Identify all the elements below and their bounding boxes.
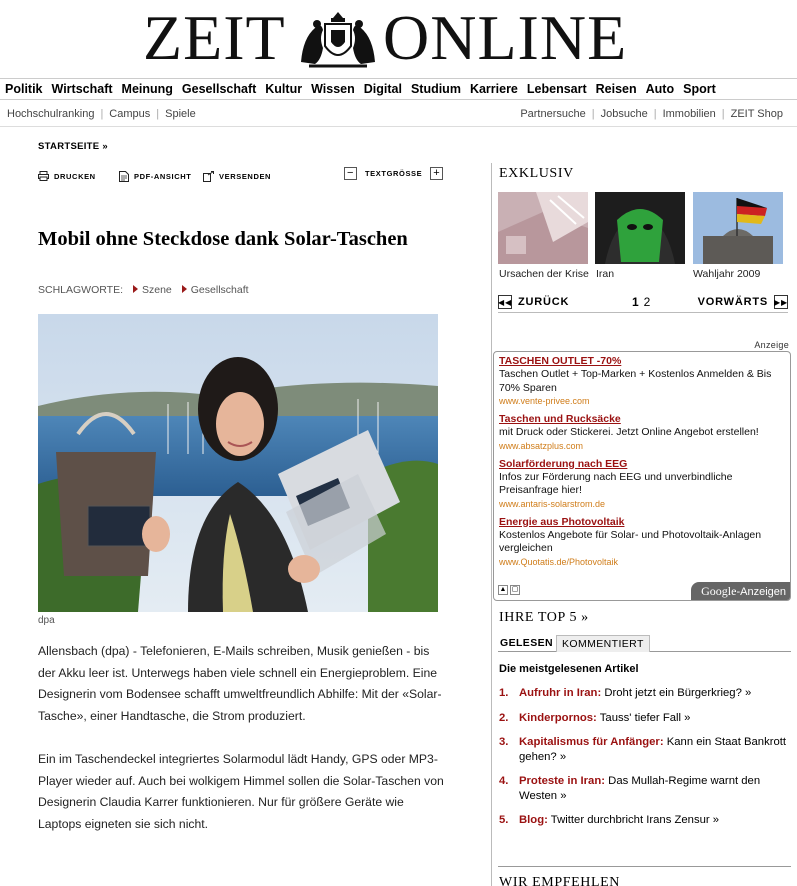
- ad-title-link[interactable]: TASCHEN OUTLET -70%: [499, 355, 622, 367]
- rank-number: 4.: [499, 775, 509, 787]
- ad-url[interactable]: www.Quotatis.de/Photovoltaik: [499, 556, 619, 567]
- ad-item: [499, 355, 785, 407]
- ad-title-link[interactable]: Taschen und Rucksäcke: [499, 413, 621, 425]
- article-paragraph: Allensbach (dpa) - Telefonieren, E-Mails schreiben, Musik genießen - bis der Akku leer ist. Unterwegs haben viele schnell ein Energieproblem. Eine Designerin vom Bodensee schafft umweltfreundlich Abhilfe: Mit der «Solar-Tasche», einer Handtasche, die Strom produziert.: [38, 644, 442, 723]
- page-1[interactable]: 1: [632, 295, 640, 309]
- separator: |: [156, 108, 160, 120]
- article-teaser[interactable]: Droht jetzt ein Bürgerkrieg? »: [601, 687, 752, 699]
- nav-item-reisen[interactable]: Reisen: [595, 82, 637, 96]
- nav-item-kultur[interactable]: Kultur: [265, 82, 303, 96]
- subnav-hochschulranking[interactable]: Hochschulranking: [7, 108, 95, 120]
- next-button[interactable]: [698, 295, 788, 309]
- ad-title-link[interactable]: Solarförderung nach EEG: [499, 457, 628, 470]
- print-button[interactable]: [38, 171, 96, 181]
- article-tools: [38, 167, 450, 185]
- photo-credit: dpa: [38, 615, 55, 626]
- send-label: VERSENDEN: [219, 172, 272, 181]
- nav-item-karriere[interactable]: Karriere: [469, 82, 518, 96]
- tab-kommentiert[interactable]: KOMMENTIERT: [556, 635, 650, 652]
- top5-item[interactable]: [499, 774, 789, 803]
- google-ads-box: [493, 351, 791, 601]
- keywords-label: SCHLAGWORTE:: [38, 284, 123, 296]
- article-kicker[interactable]: Blog:: [519, 814, 548, 826]
- text-smaller-button[interactable]: −: [344, 167, 357, 180]
- print-label: DRUCKEN: [54, 171, 96, 181]
- subnav-immobilien[interactable]: Immobilien: [662, 108, 716, 120]
- text-larger-button[interactable]: +: [430, 167, 443, 180]
- article-paragraph: Ein im Taschendeckel integriertes Solarmodul lädt Handy, GPS oder MP3-Player wieder auf. Auch bei wolkigem Himmel sollen die Solar-Taschen von Designerin Claudia Karrer funktionieren. Nur für größere Geräte wie Laptops eigneten sie sich nicht.: [38, 751, 444, 831]
- article-teaser[interactable]: Twitter durchbricht Irans Zensur »: [547, 814, 720, 826]
- ad-url[interactable]: www.absatzplus.com: [499, 440, 584, 451]
- nav-item-sport[interactable]: Sport: [683, 82, 716, 96]
- keyword-link-gesellschaft[interactable]: Gesellschaft: [190, 284, 249, 296]
- page-2[interactable]: 2: [643, 295, 652, 309]
- main-navigation: [0, 78, 797, 100]
- crest-icon: [295, 8, 381, 70]
- ad-text: Kostenlos Angebote für Solar- und Photovoltaik-Anlagen vergleichen: [499, 528, 762, 554]
- sidebar-divider: [491, 163, 492, 886]
- top5-tabs: [498, 635, 791, 652]
- separator: |: [591, 108, 595, 120]
- rank-number: 5.: [499, 814, 509, 826]
- recommend-heading: WIR EMPFEHLEN: [499, 875, 620, 886]
- exclusive-carousel: [498, 192, 788, 282]
- article-kicker[interactable]: Proteste in Iran:: [519, 775, 606, 787]
- text-size-control: [344, 167, 443, 180]
- nav-item-meinung[interactable]: Meinung: [121, 82, 173, 96]
- ad-label: Anzeige: [754, 340, 789, 350]
- ad-text: Taschen Outlet + Top-Marken + Kostenlos Anmelden & Bis 70% Sparen: [499, 368, 772, 394]
- article-photo: [38, 314, 438, 612]
- nav-item-wirtschaft[interactable]: Wirtschaft: [51, 82, 113, 96]
- top5-heading[interactable]: IHRE TOP 5 »: [499, 610, 589, 625]
- article-kicker[interactable]: Kinderpornos:: [519, 711, 597, 724]
- top5-item[interactable]: [499, 813, 789, 828]
- sub-navigation: [0, 103, 797, 127]
- next-label: VORWÄRTS: [697, 296, 768, 308]
- separator: |: [653, 108, 657, 120]
- rank-number: 3.: [499, 736, 509, 748]
- thumbnail-label[interactable]: Ursachen der Krise: [499, 268, 589, 280]
- google-brand: Google: [701, 584, 737, 598]
- print-icon: [38, 171, 49, 181]
- send-icon: [203, 171, 214, 182]
- feedback-icon: ▲: [499, 586, 507, 593]
- nav-item-digital[interactable]: Digital: [363, 82, 402, 96]
- thumbnail-ursachen-der-krise[interactable]: [498, 192, 588, 264]
- logo-zeit[interactable]: ZEIT: [143, 2, 286, 73]
- masthead: [0, 0, 797, 76]
- subnav-spiele[interactable]: Spiele: [165, 108, 196, 120]
- separator: |: [721, 108, 725, 120]
- tab-gelesen[interactable]: GELESEN: [500, 637, 553, 649]
- divider: [498, 866, 791, 867]
- subnav-partnersuche[interactable]: Partnersuche: [520, 108, 586, 120]
- top5-list: [499, 686, 789, 838]
- breadcrumb[interactable]: STARTSEITE »: [38, 141, 108, 152]
- keyword-link-szene[interactable]: Szene: [141, 284, 172, 296]
- article-teaser[interactable]: Kann ein Staat Bankrott gehen? »: [519, 736, 787, 763]
- page-numbers: [632, 295, 651, 309]
- nav-item-lebensart[interactable]: Lebensart: [526, 82, 587, 96]
- ad-options[interactable]: [498, 585, 522, 595]
- triangle-icon: [133, 285, 138, 293]
- article-teaser[interactable]: Das Mullah-Regime warnt den Westen »: [519, 775, 761, 802]
- nav-item-studium[interactable]: Studium: [410, 82, 461, 96]
- text-size-label: TEXTGRÖSSE: [365, 169, 423, 178]
- thumbnail-iran[interactable]: [595, 192, 685, 264]
- top5-item[interactable]: [499, 686, 789, 701]
- pdf-label: PDF-ANSICHT: [134, 172, 192, 181]
- thumbnail-wahljahr-2009[interactable]: [693, 192, 783, 264]
- separator: |: [100, 108, 104, 120]
- ad-item: [499, 516, 785, 568]
- logo-online[interactable]: ONLINE: [383, 2, 628, 73]
- ad-text: mit Druck oder Stickerei. Jetzt Online Angebot erstellen!: [499, 426, 759, 438]
- exclusive-heading: EXKLUSIV: [499, 166, 574, 181]
- carousel-pager: [498, 295, 788, 313]
- triangle-icon: [182, 285, 187, 293]
- previous-button[interactable]: [498, 295, 569, 309]
- google-ads-badge[interactable]: [691, 582, 790, 600]
- top5-item[interactable]: [499, 711, 789, 726]
- ad-item: [499, 458, 785, 510]
- rank-number: 2.: [499, 711, 509, 724]
- subnav-campus[interactable]: Campus: [109, 108, 151, 120]
- send-button[interactable]: [203, 171, 271, 182]
- article-body: [38, 641, 448, 857]
- thumbnail-label[interactable]: Wahljahr 2009: [693, 268, 761, 280]
- subnav-zeit-shop[interactable]: ZEIT Shop: [730, 108, 783, 120]
- document-icon: [119, 171, 129, 182]
- article-kicker[interactable]: Aufruhr in Iran:: [519, 687, 602, 699]
- ad-text: Infos zur Förderung nach EEG und unverbindliche Preisanfrage hier!: [499, 470, 733, 496]
- nav-item-wissen[interactable]: Wissen: [311, 82, 355, 96]
- article-headline: Mobil ohne Steckdose dank Solar-Taschen: [38, 228, 408, 250]
- copy-icon: ▢: [511, 586, 519, 593]
- previous-label: ZURÜCK: [518, 296, 570, 308]
- top5-item[interactable]: [499, 735, 789, 764]
- article-kicker[interactable]: Kapitalismus für Anfänger:: [519, 736, 664, 748]
- pdf-button[interactable]: [119, 171, 191, 182]
- subnav-jobsuche[interactable]: Jobsuche: [600, 108, 648, 120]
- rank-number: 1.: [499, 687, 509, 699]
- ad-url[interactable]: www.antaris-solarstrom.de: [499, 498, 606, 509]
- keywords: [38, 284, 249, 296]
- ad-item: [499, 413, 785, 452]
- article-teaser[interactable]: Tauss' tiefer Fall »: [596, 711, 691, 724]
- ad-footer: [494, 582, 790, 600]
- nav-item-gesellschaft[interactable]: Gesellschaft: [181, 82, 257, 96]
- next-arrow-icon: ▶▶: [774, 295, 788, 309]
- nav-item-auto[interactable]: Auto: [645, 82, 675, 96]
- previous-arrow-icon: ◀◀: [498, 295, 512, 309]
- thumbnail-label[interactable]: Iran: [596, 268, 615, 280]
- google-suffix: -Anzeigen: [736, 586, 786, 598]
- ad-url[interactable]: www.vente-privee.com: [499, 396, 590, 406]
- top5-subtitle: Die meistgelesenen Artikel: [499, 663, 639, 675]
- ad-title-link[interactable]: Energie aus Photovoltaik: [499, 515, 625, 528]
- nav-item-politik[interactable]: Politik: [5, 82, 43, 96]
